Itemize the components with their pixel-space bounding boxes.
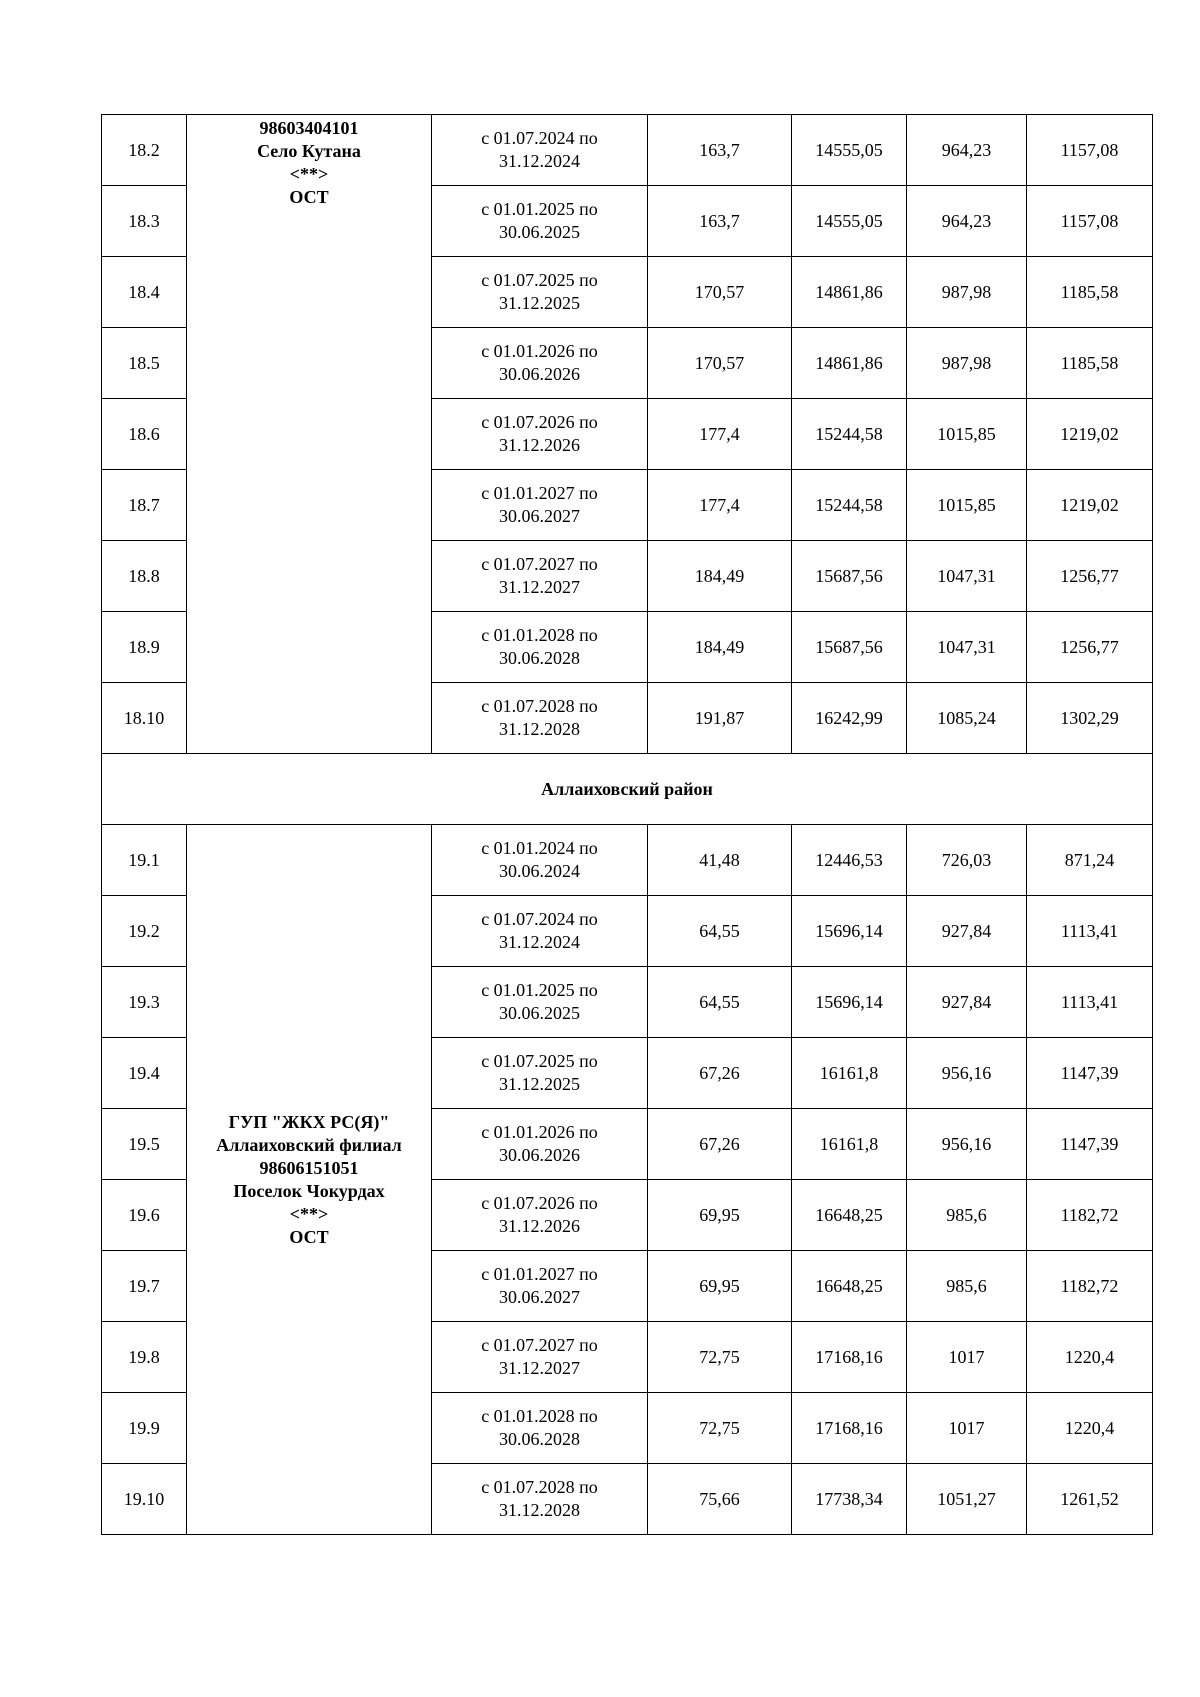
- period-end: 31.12.2026: [499, 1216, 580, 1236]
- row-number: 19.10: [102, 1464, 187, 1535]
- row-number: 18.7: [102, 470, 187, 541]
- organization-line: ОСТ: [289, 187, 329, 207]
- value-cell: 184,49: [648, 612, 792, 683]
- organization-line: Поселок Чокурдах: [233, 1180, 385, 1201]
- period-cell: [432, 896, 648, 967]
- period-cell: [432, 612, 648, 683]
- period-cell: [432, 1322, 648, 1393]
- value-cell: 1017: [907, 1322, 1027, 1393]
- value-cell: 1182,72: [1027, 1180, 1153, 1251]
- value-cell: 964,23: [907, 115, 1027, 186]
- period-cell: [432, 1109, 648, 1180]
- value-cell: 163,7: [648, 186, 792, 257]
- period-start: с 01.01.2026 по: [481, 1122, 598, 1142]
- period-start: с 01.01.2028 по: [481, 1406, 598, 1426]
- value-cell: 726,03: [907, 825, 1027, 896]
- period-end: 31.12.2024: [499, 932, 580, 952]
- period-start: с 01.07.2026 по: [481, 412, 598, 432]
- period-start: с 01.01.2027 по: [481, 1264, 598, 1284]
- value-cell: 987,98: [907, 257, 1027, 328]
- value-cell: 170,57: [648, 257, 792, 328]
- value-cell: 1256,77: [1027, 541, 1153, 612]
- period-end: 30.06.2027: [499, 506, 580, 526]
- row-number: 19.2: [102, 896, 187, 967]
- period-end: 31.12.2024: [499, 151, 580, 171]
- value-cell: 1220,4: [1027, 1393, 1153, 1464]
- value-cell: 184,49: [648, 541, 792, 612]
- period-cell: [432, 1038, 648, 1109]
- period-end: 30.06.2025: [499, 1003, 580, 1023]
- period-start: с 01.01.2025 по: [481, 199, 598, 219]
- period-start: с 01.07.2028 по: [481, 696, 598, 716]
- period-end: 30.06.2025: [499, 222, 580, 242]
- organization-line: Аллаиховский филиал: [216, 1134, 402, 1155]
- value-cell: 16242,99: [792, 683, 907, 754]
- value-cell: 15687,56: [792, 541, 907, 612]
- value-cell: 1182,72: [1027, 1251, 1153, 1322]
- value-cell: 1015,85: [907, 399, 1027, 470]
- value-cell: 927,84: [907, 967, 1027, 1038]
- period-start: с 01.07.2025 по: [481, 270, 598, 290]
- period-end: 30.06.2024: [499, 861, 580, 881]
- value-cell: 75,66: [648, 1464, 792, 1535]
- organization-line: 98603404101: [259, 118, 359, 138]
- row-number: 19.1: [102, 825, 187, 896]
- row-number: 18.3: [102, 186, 187, 257]
- period-cell: [432, 1180, 648, 1251]
- period-cell: [432, 1464, 648, 1535]
- table-row: [102, 115, 1153, 186]
- value-cell: 1261,52: [1027, 1464, 1153, 1535]
- period-start: с 01.07.2026 по: [481, 1193, 598, 1213]
- value-cell: 1219,02: [1027, 470, 1153, 541]
- period-cell: [432, 541, 648, 612]
- period-end: 30.06.2028: [499, 648, 580, 668]
- value-cell: 956,16: [907, 1109, 1027, 1180]
- district-row: [102, 754, 1153, 825]
- row-number: 18.9: [102, 612, 187, 683]
- period-end: 31.12.2025: [499, 1074, 580, 1094]
- organization-line: <**>: [289, 1203, 329, 1224]
- organization-cell: [187, 825, 432, 1535]
- period-start: с 01.01.2025 по: [481, 980, 598, 1000]
- organization-line: 98606151051: [259, 1157, 359, 1178]
- period-cell: [432, 1393, 648, 1464]
- value-cell: 985,6: [907, 1251, 1027, 1322]
- period-start: с 01.01.2026 по: [481, 341, 598, 361]
- organization-line: Село Кутана: [257, 141, 361, 161]
- row-number: 18.10: [102, 683, 187, 754]
- value-cell: 15696,14: [792, 896, 907, 967]
- row-number: 18.8: [102, 541, 187, 612]
- value-cell: 16648,25: [792, 1251, 907, 1322]
- value-cell: 170,57: [648, 328, 792, 399]
- row-number: 18.4: [102, 257, 187, 328]
- value-cell: 14555,05: [792, 186, 907, 257]
- value-cell: 14861,86: [792, 328, 907, 399]
- value-cell: 1219,02: [1027, 399, 1153, 470]
- period-cell: [432, 257, 648, 328]
- value-cell: 17168,16: [792, 1393, 907, 1464]
- value-cell: 1185,58: [1027, 257, 1153, 328]
- period-start: с 01.07.2024 по: [481, 128, 598, 148]
- row-number: 19.9: [102, 1393, 187, 1464]
- value-cell: 17738,34: [792, 1464, 907, 1535]
- value-cell: 191,87: [648, 683, 792, 754]
- value-cell: 15696,14: [792, 967, 907, 1038]
- period-start: с 01.07.2027 по: [481, 1335, 598, 1355]
- row-number: 19.7: [102, 1251, 187, 1322]
- period-start: с 01.07.2028 по: [481, 1477, 598, 1497]
- period-end: 31.12.2027: [499, 1358, 580, 1378]
- period-start: с 01.07.2027 по: [481, 554, 598, 574]
- value-cell: 1051,27: [907, 1464, 1027, 1535]
- value-cell: 1047,31: [907, 541, 1027, 612]
- period-cell: [432, 399, 648, 470]
- organization-cell: [187, 115, 432, 754]
- tariff-table: [101, 114, 1153, 1535]
- period-end: 31.12.2028: [499, 719, 580, 739]
- value-cell: 12446,53: [792, 825, 907, 896]
- value-cell: 1113,41: [1027, 896, 1153, 967]
- value-cell: 964,23: [907, 186, 1027, 257]
- period-end: 30.06.2028: [499, 1429, 580, 1449]
- value-cell: 1256,77: [1027, 612, 1153, 683]
- value-cell: 14861,86: [792, 257, 907, 328]
- value-cell: 17168,16: [792, 1322, 907, 1393]
- period-end: 31.12.2028: [499, 1500, 580, 1520]
- organization-line: ОСТ: [289, 1226, 329, 1247]
- value-cell: 985,6: [907, 1180, 1027, 1251]
- value-cell: 177,4: [648, 470, 792, 541]
- value-cell: 16161,8: [792, 1109, 907, 1180]
- period-start: с 01.01.2027 по: [481, 483, 598, 503]
- value-cell: 15687,56: [792, 612, 907, 683]
- row-number: 19.4: [102, 1038, 187, 1109]
- period-cell: [432, 186, 648, 257]
- row-number: 18.2: [102, 115, 187, 186]
- value-cell: 67,26: [648, 1109, 792, 1180]
- period-start: с 01.01.2024 по: [481, 838, 598, 858]
- value-cell: 927,84: [907, 896, 1027, 967]
- value-cell: 16161,8: [792, 1038, 907, 1109]
- value-cell: 1147,39: [1027, 1038, 1153, 1109]
- value-cell: 1017: [907, 1393, 1027, 1464]
- period-end: 30.06.2026: [499, 1145, 580, 1165]
- row-number: 19.3: [102, 967, 187, 1038]
- value-cell: 1220,4: [1027, 1322, 1153, 1393]
- period-cell: [432, 328, 648, 399]
- period-cell: [432, 115, 648, 186]
- value-cell: 1157,08: [1027, 186, 1153, 257]
- value-cell: 956,16: [907, 1038, 1027, 1109]
- period-end: 31.12.2025: [499, 293, 580, 313]
- period-start: с 01.01.2028 по: [481, 625, 598, 645]
- value-cell: 1147,39: [1027, 1109, 1153, 1180]
- value-cell: 72,75: [648, 1322, 792, 1393]
- value-cell: 1085,24: [907, 683, 1027, 754]
- period-start: с 01.07.2025 по: [481, 1051, 598, 1071]
- period-cell: [432, 825, 648, 896]
- period-cell: [432, 683, 648, 754]
- period-end: 31.12.2026: [499, 435, 580, 455]
- period-end: 30.06.2026: [499, 364, 580, 384]
- value-cell: 16648,25: [792, 1180, 907, 1251]
- value-cell: 69,95: [648, 1251, 792, 1322]
- period-end: 31.12.2027: [499, 577, 580, 597]
- value-cell: 14555,05: [792, 115, 907, 186]
- value-cell: 987,98: [907, 328, 1027, 399]
- value-cell: 64,55: [648, 967, 792, 1038]
- period-cell: [432, 470, 648, 541]
- row-number: 19.5: [102, 1109, 187, 1180]
- value-cell: 15244,58: [792, 470, 907, 541]
- value-cell: 72,75: [648, 1393, 792, 1464]
- value-cell: 69,95: [648, 1180, 792, 1251]
- value-cell: 1185,58: [1027, 328, 1153, 399]
- value-cell: 1302,29: [1027, 683, 1153, 754]
- value-cell: 64,55: [648, 896, 792, 967]
- row-number: 19.6: [102, 1180, 187, 1251]
- table-row: [102, 825, 1153, 896]
- row-number: 18.6: [102, 399, 187, 470]
- value-cell: 67,26: [648, 1038, 792, 1109]
- organization-line: ГУП "ЖКХ РС(Я)": [228, 1111, 390, 1132]
- value-cell: 1047,31: [907, 612, 1027, 683]
- district-heading: Аллаиховский район: [102, 754, 1153, 825]
- organization-line: <**>: [289, 164, 329, 184]
- value-cell: 1113,41: [1027, 967, 1153, 1038]
- period-end: 30.06.2027: [499, 1287, 580, 1307]
- period-start: с 01.07.2024 по: [481, 909, 598, 929]
- value-cell: 163,7: [648, 115, 792, 186]
- value-cell: 177,4: [648, 399, 792, 470]
- period-cell: [432, 967, 648, 1038]
- value-cell: 1015,85: [907, 470, 1027, 541]
- value-cell: 1157,08: [1027, 115, 1153, 186]
- period-cell: [432, 1251, 648, 1322]
- row-number: 19.8: [102, 1322, 187, 1393]
- value-cell: 41,48: [648, 825, 792, 896]
- row-number: 18.5: [102, 328, 187, 399]
- value-cell: 871,24: [1027, 825, 1153, 896]
- value-cell: 15244,58: [792, 399, 907, 470]
